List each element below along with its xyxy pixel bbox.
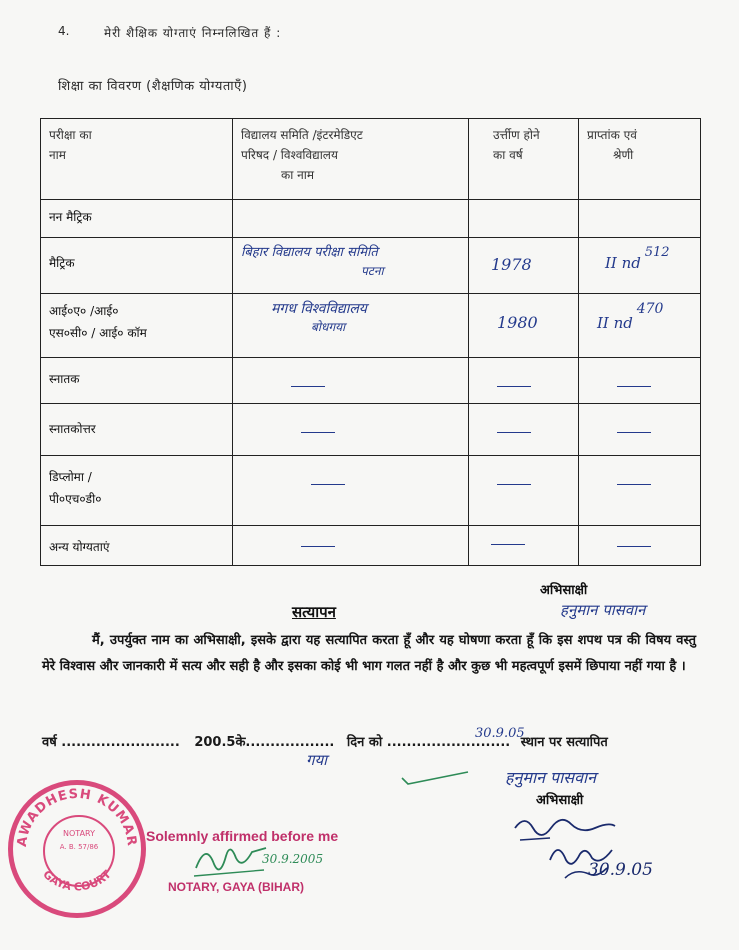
dash-mark xyxy=(497,386,531,387)
cell-board xyxy=(233,526,469,566)
education-table xyxy=(40,118,701,566)
col-header-board-l1: विद्यालय समिति /इंटरमेडिएट xyxy=(241,128,363,142)
notary-gaya-label: NOTARY, GAYA (BIHAR) xyxy=(168,880,305,894)
cell-board xyxy=(233,404,469,456)
solemnly-affirmed: Solemnly affirmed before me xyxy=(146,828,339,844)
cell-year xyxy=(469,238,579,294)
row-label-other: अन्य योग्यताएं xyxy=(41,526,233,566)
dash-mark xyxy=(497,484,531,485)
col-header-marks-l1: प्राप्तांक एवं xyxy=(587,128,637,142)
cell-board xyxy=(233,456,469,526)
dash-mark xyxy=(291,386,325,387)
education-subheading: शिक्षा का विवरण (शैक्षणिक योग्यताएँ) xyxy=(58,79,248,94)
notary-seal xyxy=(8,780,146,918)
row-label-graduate: स्नातक xyxy=(41,358,233,404)
notary-green-signature xyxy=(190,838,270,883)
row-label-diploma-l2: पी०एच०डी० xyxy=(49,492,102,506)
date-line xyxy=(42,732,712,750)
handwritten-year: 1980 xyxy=(497,313,538,332)
seal-number: A. B. 57/86 xyxy=(59,843,99,851)
handwritten-marks: 512 xyxy=(644,245,670,260)
col-header-marks xyxy=(579,119,701,200)
svg-text:AWADHESH KUMAR xyxy=(15,787,139,848)
cell-marks xyxy=(579,404,701,456)
deponent-label-2: अभिसाक्षी xyxy=(536,793,584,808)
day-label: दिन को xyxy=(346,735,383,750)
handwritten-year: 1978 xyxy=(491,255,532,274)
col-header-board xyxy=(233,119,469,200)
col-header-exam-l1: परीक्षा का xyxy=(49,128,92,142)
handwritten-grade: II nd xyxy=(597,314,633,332)
cell-marks xyxy=(579,200,701,238)
day-dots: ......................... xyxy=(386,735,511,750)
cell-marks xyxy=(579,358,701,404)
handwritten-board: बिहार विद्यालय परीक्षा समिति xyxy=(241,245,378,260)
dash-mark xyxy=(617,432,651,433)
check-mark xyxy=(400,768,470,788)
table-header-row xyxy=(41,119,701,200)
table-row xyxy=(41,358,701,404)
year-value: 200.5 xyxy=(194,735,236,750)
year-label: वर्ष ........................ xyxy=(42,735,180,750)
seal-name: AWADHESH KUMAR xyxy=(14,786,140,848)
cell-year xyxy=(469,358,579,404)
dash-mark xyxy=(617,386,651,387)
dash-mark xyxy=(497,432,531,433)
cell-marks xyxy=(579,238,701,294)
handwritten-grade: II nd xyxy=(605,254,641,272)
svg-text:GAYA COURT xyxy=(40,868,114,894)
table-row xyxy=(41,404,701,456)
dash-mark xyxy=(491,544,525,545)
col-header-year-l2: का वर्ष xyxy=(493,148,523,162)
handwritten-board-city: पटना xyxy=(361,264,384,278)
table-row xyxy=(41,200,701,238)
row-label-non-matric: नन मैट्रिक xyxy=(41,200,233,238)
handwritten-board: मगध विश्वविद्यालय xyxy=(271,301,367,317)
row-label-intermediate xyxy=(41,294,233,358)
row-label-intermediate-l2: एस०सी० / आई० कॉम xyxy=(49,326,147,340)
cell-board xyxy=(233,238,469,294)
verification-title: सत्यापन xyxy=(292,603,336,621)
notary-date-signed: 30.9.2005 xyxy=(262,852,324,866)
cell-marks xyxy=(579,456,701,526)
place-label: स्थान पर सत्यापित xyxy=(520,735,608,750)
deponent-signature-1: हनुमान पासवान xyxy=(560,601,646,619)
handwritten-board-city: बोधगया xyxy=(311,320,346,334)
table-row xyxy=(41,456,701,526)
row-label-diploma xyxy=(41,456,233,526)
cell-marks xyxy=(579,294,701,358)
col-header-year xyxy=(469,119,579,200)
col-header-board-l2: परिषद / विश्वविद्यालय xyxy=(241,148,338,162)
col-header-board-l3: का नाम xyxy=(281,168,315,182)
cell-board xyxy=(233,294,469,358)
deponent-signature-2: हनुमान पासवान xyxy=(505,768,597,787)
row-label-intermediate-l1: आई०ए० /आई० xyxy=(49,304,119,318)
table-row xyxy=(41,294,701,358)
handwritten-place: गया xyxy=(306,751,328,769)
dash-mark xyxy=(617,546,651,547)
row-label-diploma-l1: डिप्लोमा / xyxy=(49,470,92,484)
deponent-label-1: अभिसाक्षी xyxy=(540,583,588,598)
row-label-postgraduate: स्नातकोत्तर xyxy=(41,404,233,456)
cell-marks xyxy=(579,526,701,566)
row-label-matric: मैट्रिक xyxy=(41,238,233,294)
cell-year xyxy=(469,526,579,566)
dash-mark xyxy=(311,484,345,485)
handwritten-marks: 470 xyxy=(636,301,664,317)
dash-mark xyxy=(301,546,335,547)
dash-mark xyxy=(301,432,335,433)
col-header-exam xyxy=(41,119,233,200)
final-date: 30.9.05 xyxy=(588,860,653,880)
cell-board xyxy=(233,200,469,238)
ke-label: के.................. xyxy=(235,735,335,750)
verification-paragraph: मैं, उपर्युक्त नाम का अभिसाक्षी, इसके द्वारा यह सत्यापित करता हूँ और यह घोषणा करता हूँ कि इस शपथ पत्र की विषय वस्तु मेरे विश्वास और जानकारी में सत्य और सही है और इसका कोई भी भाग गलत नहीं है और कुछ भी महत्वपूर्ण इसमें छिपाया नहीं गया है । xyxy=(42,633,696,674)
cell-year xyxy=(469,294,579,358)
col-header-exam-l2: नाम xyxy=(49,148,66,162)
cell-year xyxy=(469,404,579,456)
qualifications-statement: मेरी शैक्षिक योग्ताएं निम्नलिखित हैं : xyxy=(104,26,282,40)
col-header-marks-l2: श्रेणी xyxy=(613,148,634,162)
cell-year xyxy=(469,456,579,526)
seal-notary-label: NOTARY xyxy=(63,829,95,838)
table-row xyxy=(41,238,701,294)
cell-board xyxy=(233,358,469,404)
seal-court: GAYA COURT xyxy=(40,867,114,894)
cell-year xyxy=(469,200,579,238)
table-row xyxy=(41,526,701,566)
handwritten-day: 30.9.05 xyxy=(475,726,525,741)
item-number: 4. xyxy=(58,24,70,38)
col-header-year-l1: उर्त्तीण होने xyxy=(493,128,540,142)
dash-mark xyxy=(617,484,651,485)
